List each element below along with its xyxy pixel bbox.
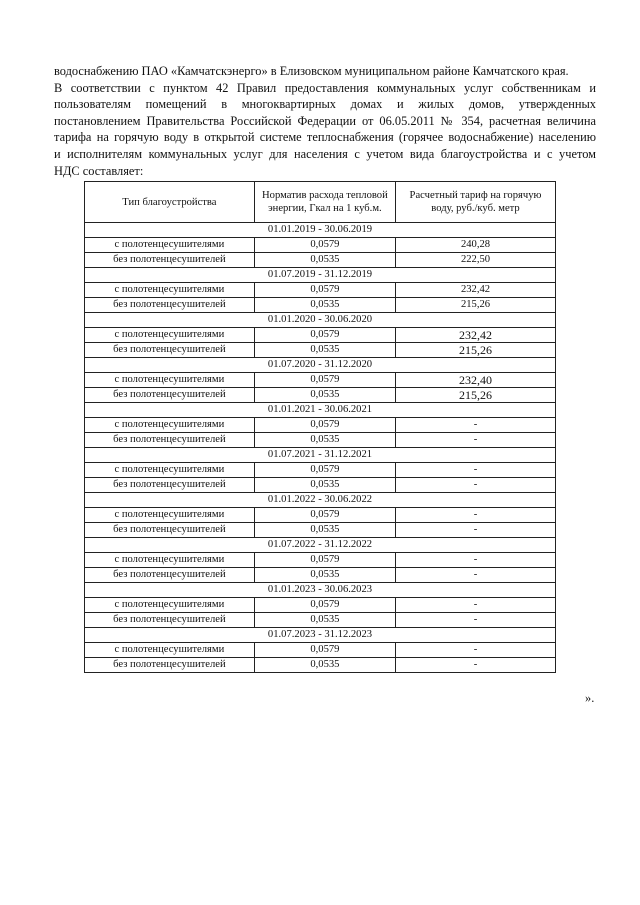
table-row [85,298,556,313]
cell-tariff: - [396,598,556,613]
cell-tariff: - [396,418,556,433]
period-label: 01.07.2022 - 31.12.2022 [85,538,556,553]
closing-quote: ». [585,691,595,705]
cell-tariff: 232,42 [396,328,556,343]
paragraph-line: тарифа на горячую воду в открытой системе теплоснабжения (горячее водоснабжение) населению [54,130,596,145]
cell-tariff: - [396,508,556,523]
cell-norm: 0,0535 [254,388,395,403]
cell-norm: 0,0535 [254,433,395,448]
period-label: 01.07.2021 - 31.12.2021 [85,448,556,463]
period-label: 01.01.2019 - 30.06.2019 [85,223,556,238]
cell-tariff: - [396,613,556,628]
cell-tariff: 232,40 [396,373,556,388]
intro-paragraph [54,63,596,179]
cell-norm: 0,0535 [254,658,395,673]
table-row [85,418,556,433]
cell-tariff: - [396,568,556,583]
period-label: 01.07.2023 - 31.12.2023 [85,628,556,643]
table-row [85,343,556,358]
cell-type: с полотенцесушителями [85,553,255,568]
cell-type: без полотенцесушителей [85,478,255,493]
period-row [85,538,556,553]
period-label: 01.01.2021 - 30.06.2021 [85,403,556,418]
table-row [85,508,556,523]
table-row [85,568,556,583]
cell-tariff: - [396,553,556,568]
paragraph-line: НДС составляет: [54,163,144,178]
cell-norm: 0,0535 [254,613,395,628]
cell-type: без полотенцесушителей [85,433,255,448]
table-row [85,658,556,673]
cell-tariff: - [396,523,556,538]
cell-norm: 0,0579 [254,598,395,613]
period-row [85,628,556,643]
period-row [85,268,556,283]
cell-type: с полотенцесушителями [85,373,255,388]
cell-tariff: 240,28 [396,238,556,253]
cell-norm: 0,0535 [254,523,395,538]
table-row [85,463,556,478]
table-row [85,253,556,268]
table-row [85,433,556,448]
header-norm: Норматив расхода тепловой энергии, Гкал на 1 куб.м. [254,182,395,223]
cell-tariff: 232,42 [396,283,556,298]
cell-type: с полотенцесушителями [85,418,255,433]
cell-norm: 0,0579 [254,463,395,478]
table-row [85,598,556,613]
period-label: 01.01.2020 - 30.06.2020 [85,313,556,328]
tariff-table [84,181,556,673]
cell-type: без полотенцесушителей [85,298,255,313]
cell-type: с полотенцесушителями [85,643,255,658]
period-row [85,493,556,508]
cell-type: без полотенцесушителей [85,523,255,538]
cell-type: с полотенцесушителями [85,283,255,298]
paragraph-line: постановлением Правительства Российской Федерации от 06.05.2011 № 354, расчетная величина [54,113,596,128]
cell-norm: 0,0535 [254,568,395,583]
cell-norm: 0,0535 [254,343,395,358]
cell-type: без полотенцесушителей [85,613,255,628]
period-label: 01.01.2022 - 30.06.2022 [85,493,556,508]
period-label: 01.01.2023 - 30.06.2023 [85,583,556,598]
paragraph-line: и исполнителям коммунальных услуг для населения с учетом вида благоустройства и с учетом [54,146,596,161]
table-row [85,388,556,403]
cell-norm: 0,0579 [254,643,395,658]
table-row [85,238,556,253]
header-tariff: Расчетный тариф на горячую воду, руб./куб. метр [396,182,556,223]
paragraph-line: В соответствии с пунктом 42 Правил предоставления коммунальных услуг собственникам и [54,80,596,95]
cell-type: с полотенцесушителями [85,463,255,478]
cell-norm: 0,0579 [254,328,395,343]
period-row [85,448,556,463]
cell-tariff: - [396,643,556,658]
period-row [85,358,556,373]
cell-norm: 0,0579 [254,508,395,523]
cell-tariff: 222,50 [396,253,556,268]
period-label: 01.07.2020 - 31.12.2020 [85,358,556,373]
period-row [85,403,556,418]
table-row [85,553,556,568]
cell-norm: 0,0579 [254,373,395,388]
table-row [85,523,556,538]
cell-norm: 0,0535 [254,253,395,268]
cell-type: без полотенцесушителей [85,658,255,673]
period-row [85,583,556,598]
cell-type: без полотенцесушителей [85,343,255,358]
header-type: Тип благоустройства [85,182,255,223]
cell-tariff: - [396,658,556,673]
cell-tariff: - [396,478,556,493]
table-row [85,643,556,658]
cell-tariff: 215,26 [396,388,556,403]
cell-norm: 0,0579 [254,553,395,568]
cell-norm: 0,0535 [254,298,395,313]
cell-norm: 0,0535 [254,478,395,493]
cell-tariff: 215,26 [396,298,556,313]
table-row [85,613,556,628]
period-row [85,223,556,238]
cell-type: с полотенцесушителями [85,328,255,343]
cell-tariff: - [396,433,556,448]
cell-type: с полотенцесушителями [85,598,255,613]
table-row [85,328,556,343]
period-row [85,313,556,328]
table-row [85,283,556,298]
table-row [85,478,556,493]
cell-type: без полотенцесушителей [85,253,255,268]
cell-tariff: 215,26 [396,343,556,358]
table-body [85,223,556,673]
period-label: 01.07.2019 - 31.12.2019 [85,268,556,283]
paragraph-line: пользователям помещений в многоквартирных домах и жилых домов, утвержденных [54,97,596,112]
table-header-row [85,182,556,223]
cell-type: с полотенцесушителями [85,238,255,253]
cell-norm: 0,0579 [254,418,395,433]
table-row [85,373,556,388]
cell-norm: 0,0579 [254,238,395,253]
cell-norm: 0,0579 [254,283,395,298]
cell-type: с полотенцесушителями [85,508,255,523]
cell-type: без полотенцесушителей [85,388,255,403]
paragraph-line: водоснабжению ПАО «Камчатскэнерго» в Елизовском муниципальном районе Камчатского края. [54,64,569,78]
cell-type: без полотенцесушителей [85,568,255,583]
cell-tariff: - [396,463,556,478]
